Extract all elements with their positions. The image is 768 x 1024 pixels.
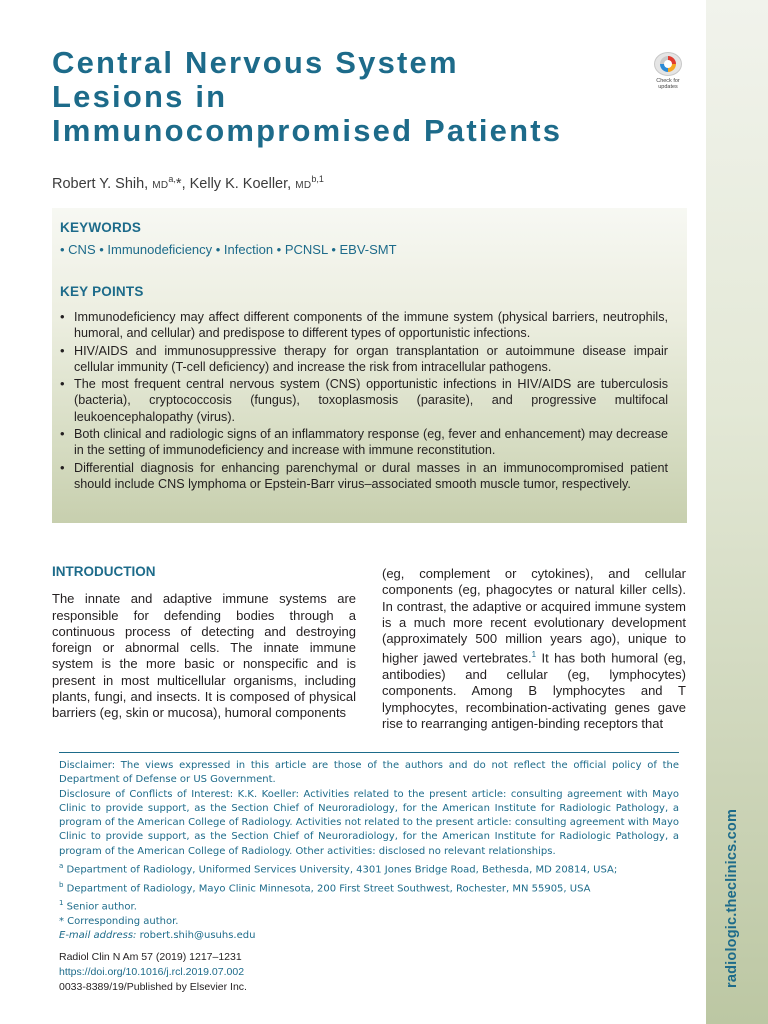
issn-line: 0033-8389/19/Published by Elsevier Inc. xyxy=(59,981,247,993)
doi-link[interactable]: https://doi.org/10.1016/j.rcl.2019.07.002 xyxy=(59,966,245,978)
title-line-3: Immunocompromised Patients xyxy=(52,113,563,148)
keywords-heading: KEYWORDS xyxy=(60,220,142,235)
citation-block xyxy=(59,950,459,995)
key-point-item: • Differential diagnosis for enhancing parenchymal or dural masses in an immunocompromised patient should include CNS lymphoma or Epstein-Barr virus–associated smooth muscle tumor, respectively. xyxy=(60,460,668,493)
affiliation-a: $^a$ Department of Radiology, Uniformed Services University, 4301 Jones Bridge Road, Bethesda, MD 20814, USA; xyxy=(59,862,618,876)
title-line-2: Lesions in xyxy=(52,79,228,114)
author-separator: , xyxy=(181,175,190,192)
journal-url[interactable]: radiologic.theclinics.com xyxy=(724,808,740,988)
key-point-item: • Both clinical and radiologic signs of an inflammatory response (eg, fever and enhancement) may decrease in the setting of immunodeficiency and increase with immune reconstitution. xyxy=(60,426,668,459)
key-points-list xyxy=(60,309,668,493)
reference-link[interactable]: 1 xyxy=(531,650,537,660)
footnotes xyxy=(59,752,679,944)
author-2-name: Kelly K. Koeller, xyxy=(189,175,296,192)
crossmark-label: Check for updates xyxy=(656,78,680,90)
key-points-heading: KEY POINTS xyxy=(60,284,144,299)
email-label: E-mail address: xyxy=(59,930,137,942)
author-1-mark: * xyxy=(175,175,182,192)
check-for-updates-button[interactable] xyxy=(648,52,688,90)
crossmark-icon xyxy=(654,52,682,76)
article-title xyxy=(52,46,692,148)
intro-left-column xyxy=(52,564,356,722)
introduction-heading: INTRODUCTION xyxy=(52,564,156,579)
author-1-name: Robert Y. Shih, xyxy=(52,175,153,192)
keywords-list: • CNS • Immunodeficiency • Infection • PCNSL • EBV-SMT xyxy=(60,242,397,257)
affiliation-b: $^b$ Department of Radiology, Mayo Clinic Minnesota, 200 First Street Southwest, Rochester, MN 55905, USA xyxy=(59,880,591,895)
intro-right-column xyxy=(382,566,686,732)
key-point-item: • The most frequent central nervous system (CNS) opportunistic infections in HIV/AIDS are tuberculosis (bacteria), cryptococcosis (fungus), toxoplasmosis (parasite), and progressive multifocal leukoencephalopathy (virus). xyxy=(60,376,668,425)
author-1-affil: a, xyxy=(168,174,176,184)
title-line-1: Central Nervous System xyxy=(52,45,459,80)
corresponding-author-note: * Corresponding author. xyxy=(59,915,179,927)
intro-paragraph-left: The innate and adaptive immune systems are responsible for defending bodies through a continuous process of detecting and destroying foreign or abnormal cells. The innate immune system is the more basic or nonspecific and is present in most multicellular organisms, including plants, fungi, and insects. It is composed of physical barriers (eg, skin or mucosa), humoral components xyxy=(52,591,356,721)
author-line xyxy=(52,174,324,192)
email-link[interactable]: robert.shih@usuhs.edu xyxy=(136,930,256,942)
keywords-panel xyxy=(52,208,687,523)
disclaimer-text: Disclaimer: The views expressed in this article are those of the authors and do not reflect the official policy of the Department of Defense or US Government. xyxy=(59,760,679,786)
author-2-affil: b,1 xyxy=(311,174,324,184)
key-point-item: • Immunodeficiency may affect different components of the immune system (physical barriers, neutrophils, humoral, and cellular) and predispose to different types of opportunistic infections. xyxy=(60,309,668,342)
email-line xyxy=(59,929,679,943)
intro-paragraph-right: (eg, complement or cytokines), and cellular components (eg, phagocytes or natural killer cells). In contrast, the adaptive or acquired immune system is a much more recent evolutionary development (approximately 500 million years ago), unique to higher jawed vertebrates.$^1$ It has both humoral (eg, antibodies) and cellular (eg, lymphocytes) components. Among B lymphocytes and T lymphocytes, recombination-activating genes gave rise to rearranging antigen-binding receptors that xyxy=(382,566,686,731)
author-1-degree: MD xyxy=(152,179,169,191)
conflicts-text: Disclosure of Conflicts of Interest: K.K. Koeller: Activities related to the present article: consulting agreement with Mayo Clinic to provide support, as the Section Chief of Neuroradiology, for the American Institute for Radiologic Pathology, a program of the American College of Radiology. Activities not related to the present article: consulting agreement with Mayo Clinic to provide support, as the Section Chief of Neuroradiology, for the American Institute for Radiologic Pathology, a program of the American College of Radiology. Other activities: disclosed no relevant relationships. xyxy=(59,788,679,857)
senior-author-note: $^1$ Senior author. xyxy=(59,899,137,913)
key-point-item: • HIV/AIDS and immunosuppressive therapy for organ transplantation or autoimmune disease impair cellular immunity (T-cell deficiency) and increase the risk from intracellular pathogens. xyxy=(60,343,668,376)
journal-citation: Radiol Clin N Am 57 (2019) 1217–1231 xyxy=(59,951,242,963)
author-2-degree: MD xyxy=(295,179,312,191)
